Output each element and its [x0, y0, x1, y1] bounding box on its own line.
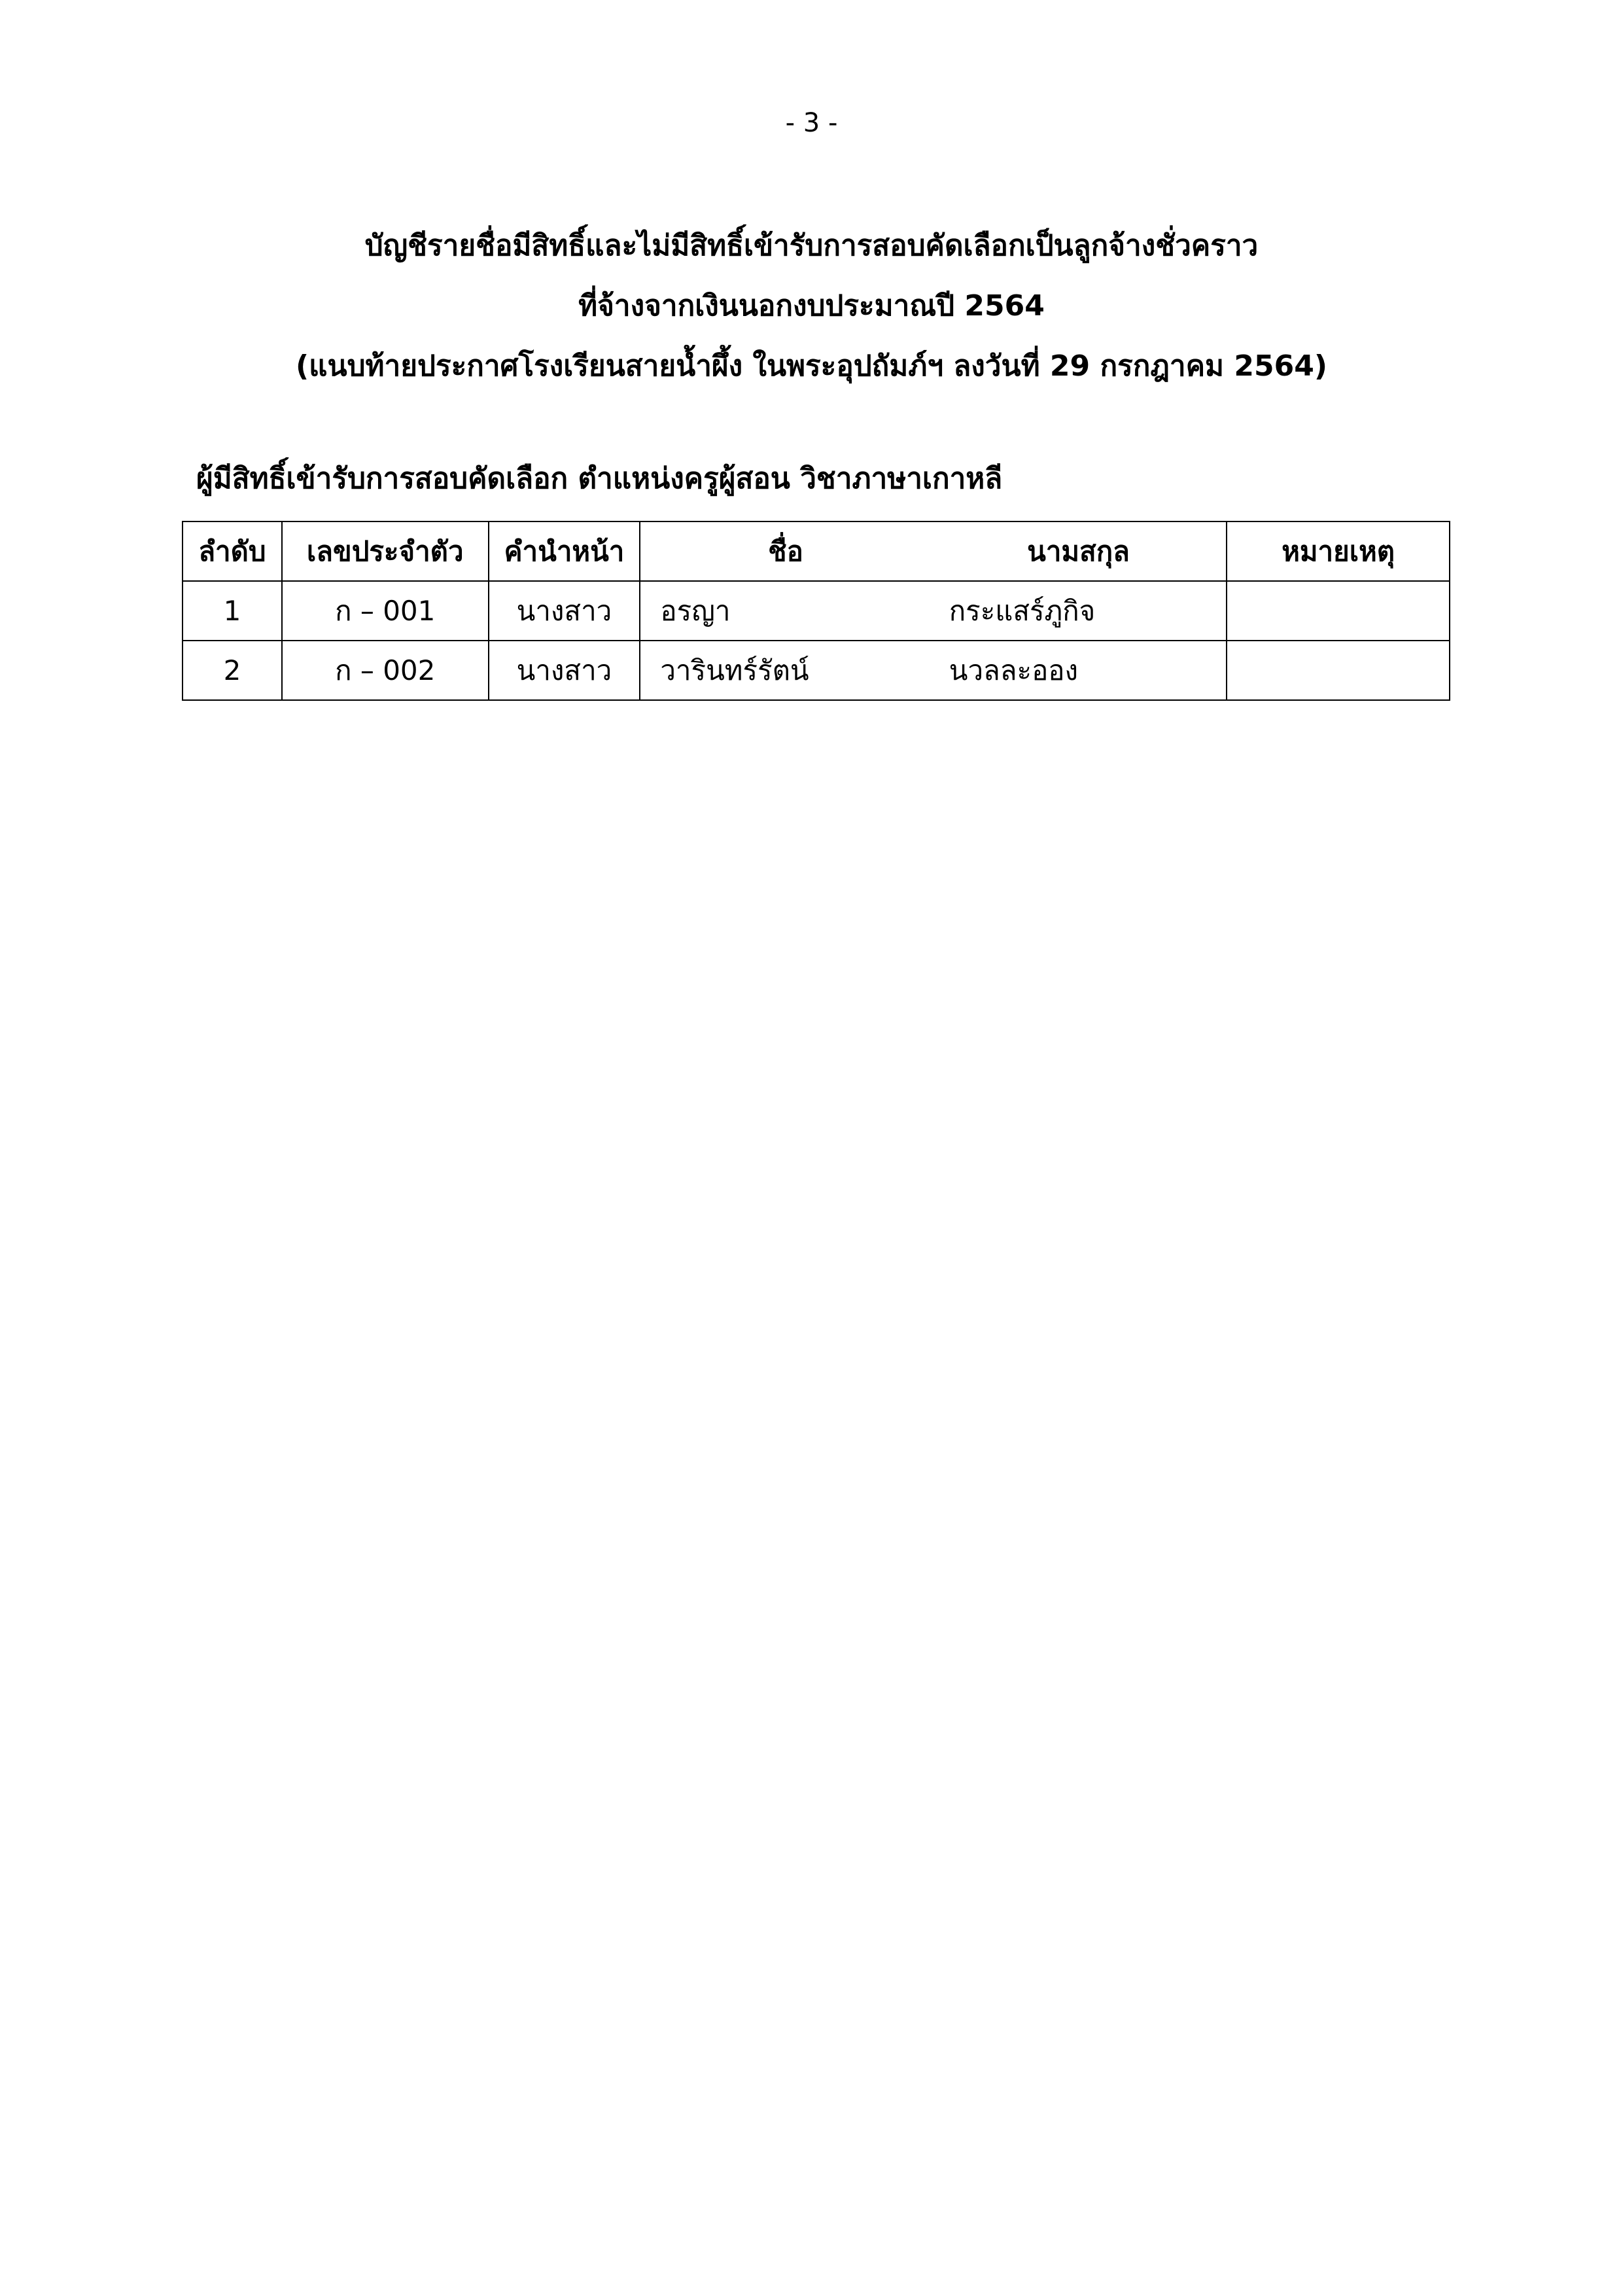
cell-order: 2: [183, 641, 282, 700]
cell-order: 1: [183, 581, 282, 641]
title-line-1: บัญชีรายชื่อมีสิทธิ์และไม่มีสิทธิ์เข้ารับการสอบคัดเลือกเป็นลูกจ้างชั่วคราว: [364, 229, 1259, 262]
cell-remark: [1227, 581, 1450, 641]
title-line-2: ที่จ้างจากเงินนอกงบประมาณปี 2564: [578, 289, 1045, 323]
cell-name: วารินทร์รัตน์: [640, 641, 930, 700]
header-order: ลำดับ: [183, 521, 282, 581]
section-heading: ผู้มีสิทธิ์เข้ารับการสอบคัดเลือก ตำแหน่งครูผู้สอน วิชาภาษาเกาหลี: [196, 462, 1003, 495]
cell-id: ก – 001: [282, 581, 489, 641]
header-surname: นามสกุล: [931, 521, 1227, 581]
table-row: [183, 581, 1450, 641]
header-remark: หมายเหตุ: [1227, 521, 1450, 581]
cell-name: อรญา: [640, 581, 930, 641]
cell-surname: นวลละออง: [931, 641, 1227, 700]
page-number: - 3 -: [785, 108, 838, 138]
table-row: [183, 641, 1450, 700]
cell-surname: กระแสร์ภูกิจ: [931, 581, 1227, 641]
document-title: [0, 216, 1623, 397]
header-prefix: คำนำหน้า: [489, 521, 640, 581]
table-header-row: [183, 521, 1450, 581]
title-line-3: (แนบท้ายประกาศโรงเรียนสายน้ำผึ้ง ในพระอุปถัมภ์ฯ ลงวันที่ 29 กรกฎาคม 2564): [296, 349, 1327, 383]
cell-id: ก – 002: [282, 641, 489, 700]
header-id: เลขประจำตัว: [282, 521, 489, 581]
candidate-table: [182, 521, 1450, 701]
cell-prefix: นางสาว: [489, 641, 640, 700]
cell-remark: [1227, 641, 1450, 700]
header-name: ชื่อ: [640, 521, 930, 581]
cell-prefix: นางสาว: [489, 581, 640, 641]
